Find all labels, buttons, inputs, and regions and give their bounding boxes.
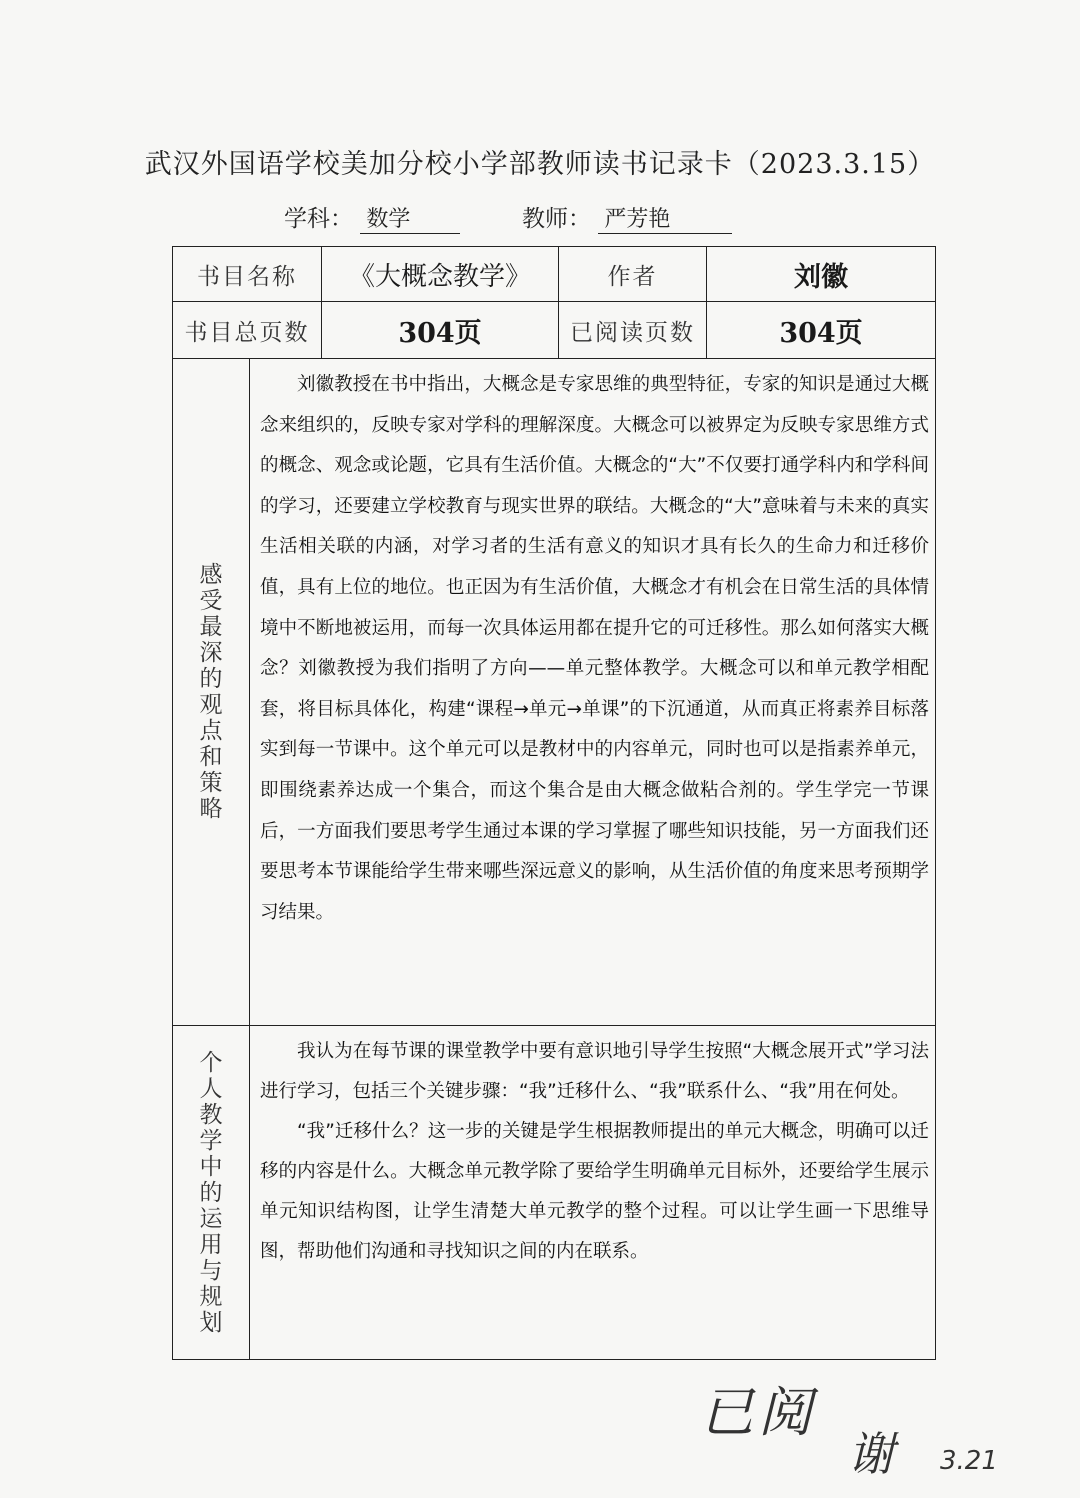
section2-paragraph-1: 我认为在每节课的课堂教学中要有意识地引导学生按照“大概念展开式”学习法进行学习，包括三个关键步骤：“我”迁移什么、“我”联系什么、“我”用在何处。 (260, 1041, 929, 1102)
book-title-label: 书目名称 (173, 247, 322, 302)
subject-label: 学科： (284, 206, 353, 232)
row-book-title (173, 247, 936, 302)
section1-label: 感受最深的观点和策略 (199, 562, 223, 822)
row-section2 (173, 1026, 936, 1360)
date-mark: 3.21 (940, 1446, 998, 1476)
teacher-label: 教师： (522, 206, 591, 232)
subject-value: 数学 (360, 202, 460, 234)
section2-label: 个人教学中的运用与规划 (199, 1049, 223, 1336)
subject-field (284, 200, 460, 234)
row-pages (173, 302, 936, 359)
author-value: 刘徽 (707, 247, 936, 302)
teacher-field (522, 200, 732, 234)
section2-paragraph-2: “我”迁移什么？这一步的关键是学生根据教师提出的单元大概念，明确可以迁移的内容是什么。大概念单元教学除了要给学生明确单元目标外，还要给学生展示单元知识结构图，让学生清楚大单元教学的整个过程。可以让学生画一下思维导图，帮助他们沟通和寻找知识之间的内在联系。 (260, 1121, 929, 1262)
reading-record-table (172, 246, 936, 1360)
row-section1 (173, 359, 936, 1026)
section1-body (250, 359, 935, 935)
total-pages-value: 304页 (322, 302, 559, 359)
signature: 谢 (848, 1427, 894, 1481)
read-pages-label: 已阅读页数 (559, 302, 707, 359)
teacher-value: 严芳艳 (598, 202, 732, 234)
read-pages-value: 304页 (707, 302, 936, 359)
book-title-value: 《大概念教学》 (322, 247, 559, 302)
section2-body (250, 1026, 935, 1274)
total-pages-label: 书目总页数 (173, 302, 322, 359)
read-mark: 已阅 (700, 1381, 816, 1444)
section1-paragraph: 刘徽教授在书中指出，大概念是专家思维的典型特征，专家的知识是通过大概念来组织的，反映专家对学科的理解深度。大概念可以被界定为反映专家思维方式的概念、观念或论题，它具有生活价值。大概念的“大”不仅要打通学科内和学科间的学习，还要建立学校教育与现实世界的联结。大概念的“大”意味着与未来的真实生活相关联的内涵，对学习者的生活有意义的知识才具有长久的生命力和迁移价值，具有上位的地位。也正因为有生活价值，大概念才有机会在日常生活的具体情境中不断地被运用，而每一次具体运用都在提升它的可迁移性。那么如何落实大概念？刘徽教授为我们指明了方向——单元整体教学。大概念可以和单元教学相配套，将目标具体化，构建“课程→单元→单课”的下沉通道，从而真正将素养目标落实到每一节课中。这个单元可以是教材中的内容单元，同时也可以是指素养单元，即围绕素养达成一个集合，而这个集合是由大概念做粘合剂的。学生学完一节课后，一方面我们要思考学生通过本课的学习掌握了哪些知识技能，另一方面我们还要思考本节课能给学生带来哪些深远意义的影响，从生活价值的角度来思考预期学习结果。 (260, 374, 929, 923)
author-label: 作者 (559, 247, 707, 302)
page-title: 武汉外国语学校美加分校小学部教师读书记录卡（2023.3.15） (144, 149, 936, 180)
